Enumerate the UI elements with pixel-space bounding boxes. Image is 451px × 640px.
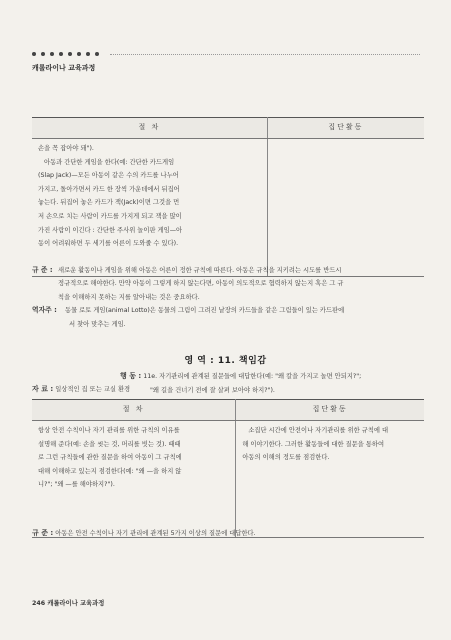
criteria-line: 정규적으로 해야한다. 만약 아동이 그렇게 하지 않는다면, 아동이 의도적으로 협력하지 않는지 혹은 그 규 [58, 280, 344, 288]
translator-note-label: 역자주 : [32, 306, 57, 315]
criteria-block-2 [32, 528, 256, 538]
materials-text: 일상적인 집 또는 교실 환경 [55, 386, 131, 393]
procedure-line: 가진 사람이 이긴다 : 간단한 주사위 놀이판 게임—아 [38, 226, 183, 234]
procedure-line: (Slap Jack)—모든 아동이 같은 수의 카드를 나누어 [38, 172, 179, 180]
materials-block [32, 384, 130, 394]
translator-note-line: 서 찾아 맞추는 게임. [69, 320, 126, 328]
behavior-text-cont: "왜 길을 건너기 전에 잘 살펴 보아야 하지?"). [150, 387, 275, 394]
procedure-cell [32, 421, 236, 538]
procedure-line: 가지고, 돌아가면서 카드 한 장씩 가운데에서 뒤집어 [38, 185, 180, 193]
column-header-procedure: 절 차 [32, 118, 267, 139]
criteria-label: 규 준 : [32, 266, 53, 274]
running-header: 캐롤라이나 교육과정 [32, 64, 96, 72]
procedure-table-1 [32, 117, 424, 277]
translator-note-line: 동물 로토 게임(animal Lotto)은 동물의 그림이 그려진 낱장의 카드들을 같은 그림들이 있는 카드판에 [65, 307, 345, 315]
group-activity-cell [267, 139, 424, 277]
procedure-line: 아동과 간단한 게임을 한다(예: 간단한 카드게임 [44, 158, 175, 166]
behavior-text: 11e. 자기관리에 관계된 질문들에 대답한다(예: "왜 칼을 가지고 놀면 안되지?"; [143, 373, 362, 380]
procedure-line: 로 그런 규칙들에 관한 질문을 하여 아동이 그 규칙에 [38, 454, 182, 462]
procedure-line: 놓는다. 뒤집어 놓은 카드가 잭(Jack)이면 그것을 먼 [38, 199, 180, 207]
header-dots [32, 52, 99, 56]
domain-title: 영 역 : 11. 책임감 [184, 356, 267, 366]
page-number: 246 [32, 600, 46, 607]
header-rule [110, 54, 420, 55]
group-activity-line: 아동의 이해의 정도를 점검한다. [242, 454, 330, 462]
criteria-line: 칙을 이해하지 못하는 지를 알아내는 것은 중요하다. [58, 293, 200, 301]
group-activity-cell [236, 421, 424, 538]
procedure-cell [32, 139, 267, 277]
behavior-block [120, 369, 361, 398]
procedure-line: 니?"; "왜 —를 해야하지?"). [38, 481, 115, 489]
criteria-block [32, 264, 424, 331]
procedure-line: 저 손으로 치는 사람이 카드를 가지게 되고 잭을 많이 [38, 212, 182, 220]
group-activity-line: 소집단 시간에 안전이나 자기관리를 위한 규칙에 대 [248, 427, 389, 434]
page-footer [32, 598, 104, 607]
group-activity-line: 해 이야기한다. 그러한 활동들에 대한 질문을 통하여 [242, 440, 385, 448]
column-header-group-activity: 집단활동 [236, 400, 424, 421]
criteria-text: 아동은 안전 수칙이나 자기 관리에 관계된 5가지 이상의 질문에 대답한다. [55, 530, 256, 537]
criteria-label: 규 준 : [32, 529, 54, 537]
procedure-table-2 [32, 399, 424, 538]
behavior-label: 행 동 : [120, 372, 142, 380]
column-header-procedure: 절 차 [32, 400, 236, 421]
procedure-line: 동이 어려워하면 두 세기를 어른이 도와줄 수 있다). [38, 240, 179, 248]
procedure-line: 설명해 준다(예: 손을 씻는 것, 머리를 빗는 것). 때때 [38, 440, 181, 448]
footer-title: 캐롤라이나 교육과정 [47, 600, 105, 607]
procedure-line: 대해 이해하고 있는지 점검한다(예: "왜 —을 하지 않 [38, 467, 182, 475]
criteria-line: 새로운 활동이나 게임을 위해 아동은 어른이 정한 규칙에 따른다. 아동은 규칙을 지키려는 시도를 반드시 [58, 267, 342, 274]
column-header-group-activity: 집단활동 [267, 118, 424, 139]
materials-label: 자 료 : [32, 385, 54, 393]
procedure-line: 항상 안전 수칙이나 자기 관리를 위한 규칙의 이유를 [38, 427, 180, 434]
procedure-line: 손을 꼭 잡아야 돼"). [38, 145, 94, 152]
